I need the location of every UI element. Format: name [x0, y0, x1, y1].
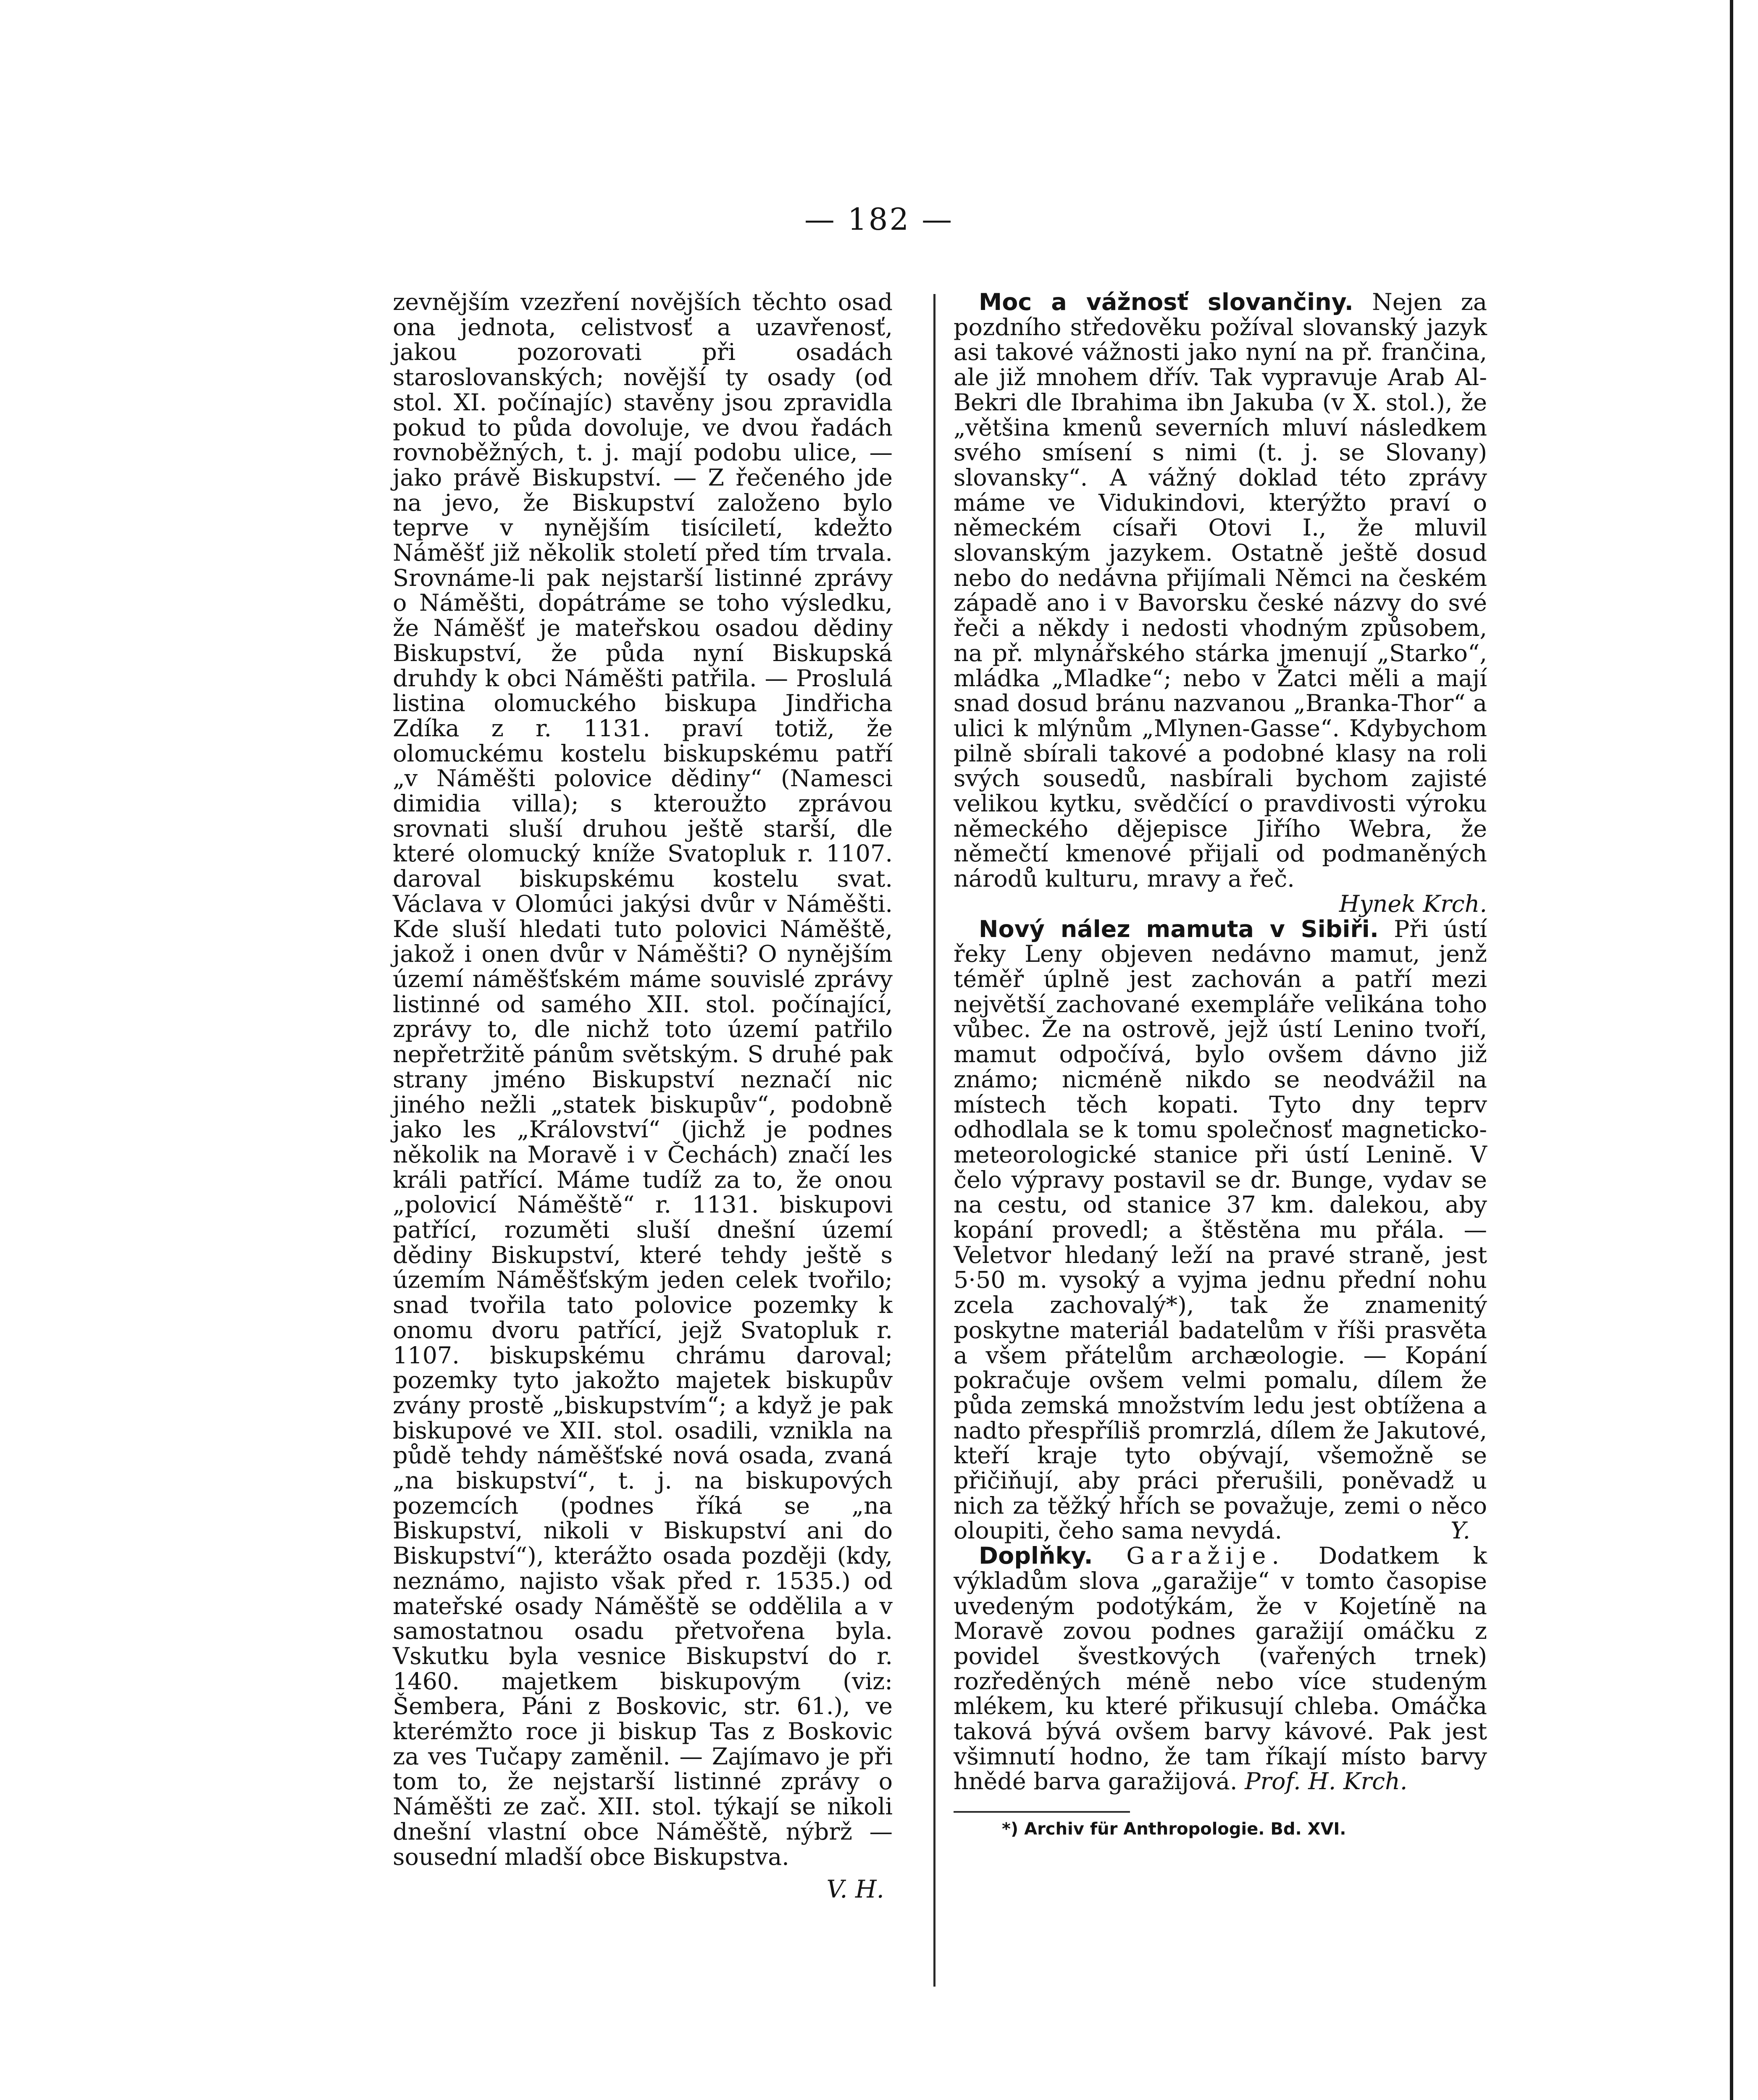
right-column: [954, 290, 1487, 1840]
article-slovancina-heading: Moc a vážnosť slovančiny.: [979, 289, 1353, 316]
article-doplnky: [954, 1544, 1487, 1794]
left-article-body: zevnějším vzezření novějších těchto osad ona jednota, celistvosť a uzavřenosť, jakou pozorovati při osadách staroslovanských; novější ty osady (od stol. XI. počínajíc) stavěny jsou zpravidla pokud to půda dovoluje, ve dvou řadách rovnoběžných, t. j. mají podobu ulice, — jako právě Biskupství. — Z řečeného jde na jevo, že Biskupství založeno bylo teprve v nynějším tisíciletí, kdežto Náměšť již několik století před tím trvala. Srovnáme-li pak nejstarší listinné zprávy o Náměšti, dopátráme se toho výsledku, že Náměšť je mateřskou osadou dědiny Biskupství, že půda nyní Biskupská druhdy k obci Náměšti patřila. — Proslulá listina olomuckého biskupa Jindřicha Zdíka z r. 1131. praví totiž, že olomuckému kostelu biskupskému patří „v Náměšti polovice dědiny“ (Namesci dimidia villa); s kteroužto zprávou srovnati sluší druhou ještě starší, dle které olomucký kníže Svatopluk r. 1107. daroval biskupskému kostelu svat. Václava v Olomúci jakýsi dvůr v Náměšti. Kde sluší hledati tuto polovici Náměště, jakož i onen dvůr v Náměšti? O nynějším území náměšťském máme souvislé zprávy listinné od samého XII. stol. počínající, zprávy to, dle nichž toto území patřilo nepřetržitě pánům světským. S druhé pak strany jméno Biskupství neznačí nic jiného nežli „statek biskupův“, podobně jako les „Království“ (jichž je podnes několik na Moravě i v Čechách) značí les králi patřící. Máme tudíž za to, že onou „polovicí Náměště“ r. 1131. biskupovi patřící, rozuměti sluší dnešní území dědiny Biskupství, které tehdy ještě s územím Náměšťským jeden celek tvořilo; snad tvořila tato polovice pozemky k onomu dvoru patřící, jejž Svatopluk r. 1107. biskupskému chrámu daroval; pozemky tyto jakožto majetek biskupův zvány prostě „biskupstvím“; a když je pak biskupové ve XII. stol. osadili, vznikla na půdě tehdy náměšťské nová osada, zvaná „na biskupství“, t. j. na biskupových pozemcích (podnes říká se „na Biskupství, nikoli v Biskupství ani do Biskupství“), kterážto osada později (kdy, neznámo, najisto však před r. 1535.) od mateřské osady Náměště se oddělila a v samostatnou osadu přetvořena byla. Vskutku byla vesnice Biskupství do r. 1460. majetkem biskupovým (viz: Šembera, Páni z Boskovic, str. 61.), ve kterémžto roce ji biskup Tas z Boskovic za ves Tučapy zaměnil. — Zajímavo je při tom to, že nejstarší listinné zprávy o Náměšti ze zač. XII. stol. týkají se nikoli dnešní vlastní obce Náměště, nýbrž — sousední mladší obce Biskupstva.: [393, 289, 893, 1871]
article-doplnky-body: Dodatkem k výkladům slova „garažije“ v tomto časopise uvedeným podotýkám, že v Kojetíně na Moravě zovou podnes garažijí omáčku z povidel švestkových (vařených trnek) rozředěných méně nebo více studeným mlékem, ku které přikusují chleba. Omáčka taková bývá ovšem barvy kávové. Pak jest všimnutí hodno, že tam říkají místo barvy hnědé barva garažijová.: [954, 1542, 1487, 1796]
article-doplnky-subheading: Garažije.: [1126, 1542, 1285, 1570]
article-mamut: [954, 917, 1487, 1544]
left-signature: V. H.: [826, 1875, 884, 1904]
footnote-rule: [954, 1811, 1130, 1813]
scan-edge-line: [1730, 0, 1733, 2100]
article-slovancina-signature: Hynek Krch.: [1339, 890, 1487, 918]
article-slovancina-body: Nejen za pozdního středověku požíval slovanský jazyk asi takové vážnosti jako nyní na př. frančina, ale již mnohem dřív. Tak vypravuje Arab Al-Bekri dle Ibrahima ibn Jakuba (v X. stol.), že „většina kmenů severních mluví následkem svého smísení s nimi (t. j. se Slovany) slovansky“. A vážný doklad této zprávy máme ve Vidukindovi, kterýžto praví o německém císaři Otovi I., že mluvil slovanským jazykem. Ostatně ještě dosud nebo do nedávna přijímali Němci na českém západě ano i v Bavorsku české názvy do své řeči a někdy i nedosti vhodným způsobem, na př. mlynářského stárka jmenují „Starko“, mládka „Mladke“; nebo v Žatci měli a mají snad dosud bránu nazvanou „Branka-Thor“ a ulici k mlýnům „Mlynen-Gasse“. Kdybychom pilně sbírali takové a podobné klasy na roli svých sousedů, nasbírali bychom zajisté velikou kytku, svědčící o pravdivosti výroku německého dějepisce Jiřího Webra, že němečtí kmenové přijali od podmaněných národů kulturu, mravy a řeč.: [954, 289, 1487, 893]
article-mamut-heading: Nový nález mamuta v Sibiři.: [979, 915, 1379, 943]
left-column: [393, 290, 893, 1902]
article-doplnky-heading: Doplňky.: [979, 1542, 1093, 1570]
article-doplnky-signature: Prof. H. Krch.: [1245, 1768, 1408, 1796]
article-mamut-signature: Y.: [1450, 1517, 1470, 1545]
column-divider: [933, 294, 935, 1987]
article-slovancina: [954, 290, 1487, 892]
footnote: *) Archiv für Anthropologie. Bd. XVI.: [1002, 1819, 1346, 1839]
page-number: — 182 —: [804, 202, 954, 237]
article-mamut-body: Při ústí řeky Leny objeven nedávno mamut, jenž téměř úplně jest zachován a patří mezi největší zachované exempláře velikána toho vůbec. Že na ostrově, jejž ústí Lenino tvoří, mamut odpočívá, bylo ovšem dávno již známo; nicméně nikdo se neodvážil na místech těch kopati. Tyto dny teprv odhodlala se k tomu společnosť magneticko-meteorologické stanice při ústí Leninĕ. V čelo výpravy postavil se dr. Bunge, vydav se na cestu, od stanice 37 km. dalekou, aby kopání provedl; a štěstěna mu přála. — Veletvor hledaný leží na pravé straně, jest 5·50 m. vysoký a vyjma jednu přední nohu zcela zachovalý*), tak že znamenitý poskytne materiál badatelům v říši prasvěta a všem přátelům archæologie. — Kopání pokračuje ovšem velmi pomalu, dílem že půda zemská množstvím ledu jest obtížena a nadto přespříliš promrzlá, dílem že Jakutové, kteří kraje tyto obývají, všemožně se přičiňují, aby práci přerušili, poněvadž u nich za těžký hřích se považuje, zemi o něco oloupiti, čeho sama nevydá.: [954, 915, 1487, 1545]
